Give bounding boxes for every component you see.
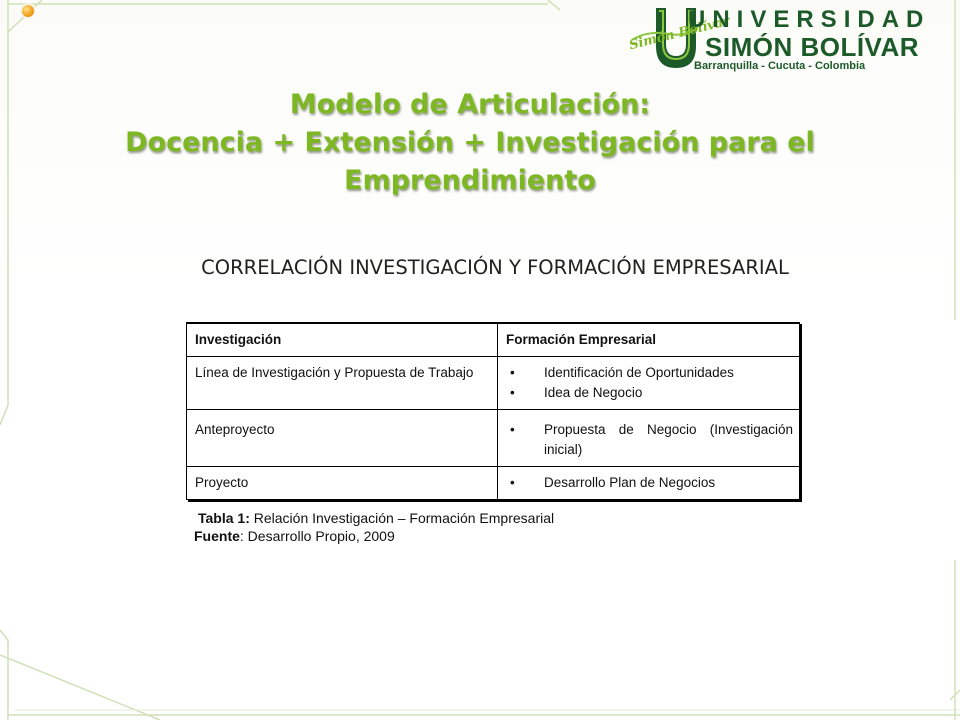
header-formacion: Formación Empresarial xyxy=(498,323,800,357)
section-subtitle: CORRELACIÓN INVESTIGACIÓN Y FORMACIÓN EMPRESARIAL xyxy=(201,256,789,279)
bullet-list xyxy=(506,420,793,460)
slide-title xyxy=(60,86,880,200)
table-cell-left: Línea de Investigación y Propuesta de Trabajo xyxy=(187,357,498,410)
correlation-table xyxy=(186,322,800,500)
table-header-row xyxy=(187,323,800,357)
list-item: • Desarrollo Plan de Negocios xyxy=(506,473,793,493)
caption-text: Relación Investigación – Formación Empresarial xyxy=(249,510,555,526)
header-investigacion: Investigación xyxy=(187,323,498,357)
source-text: : Desarrollo Propio, 2009 xyxy=(239,528,395,544)
table-cell-left: Anteproyecto xyxy=(187,410,498,467)
title-line-1: Modelo de Articulación: xyxy=(289,89,651,120)
title-line-3: Emprendimiento xyxy=(344,165,596,196)
caption-label: Tabla 1: xyxy=(198,510,250,526)
list-item: • Propuesta de Negocio (Investigación inicial) xyxy=(506,420,793,460)
table-row xyxy=(187,467,800,500)
table-cell-right xyxy=(498,467,800,500)
logo-cities: Barranquilla - Cucuta - Colombia xyxy=(694,60,866,72)
table-row xyxy=(187,357,800,410)
table-source xyxy=(194,527,395,545)
university-logo xyxy=(628,4,948,76)
logo-universidad: UNIVERSIDAD xyxy=(688,6,931,33)
table-cell-right xyxy=(498,357,800,410)
orange-bullet-icon xyxy=(22,5,34,17)
logo-script-text: Simón Bolívar xyxy=(627,13,732,54)
source-label: Fuente xyxy=(194,528,240,544)
logo-simon-bolivar: SIMÓN BOLÍVAR xyxy=(705,32,920,62)
list-item: • Idea de Negocio xyxy=(506,383,793,403)
title-line-2: Docencia + Extensión + Investigación para el xyxy=(125,127,815,158)
list-item: • Identificación de Oportunidades xyxy=(506,363,793,383)
table-cell-right xyxy=(498,410,800,467)
table-row xyxy=(187,410,800,467)
table-caption xyxy=(198,509,554,527)
bullet-list xyxy=(506,363,793,403)
table-cell-left: Proyecto xyxy=(187,467,498,500)
bullet-list xyxy=(506,473,793,493)
